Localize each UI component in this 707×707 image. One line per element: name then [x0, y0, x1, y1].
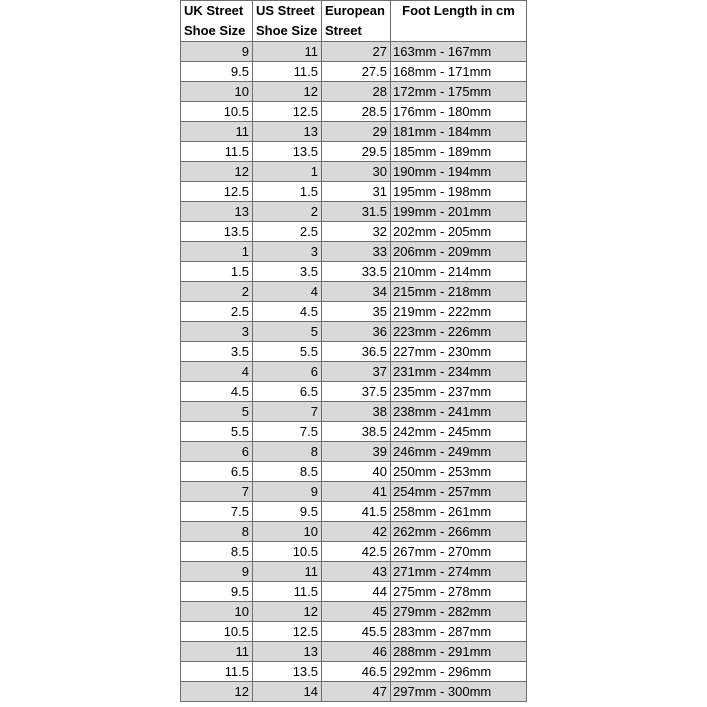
uk-size-cell: 5.5: [181, 422, 253, 442]
us-size-cell: 10: [253, 522, 322, 542]
table-row: [181, 402, 527, 422]
uk-size-cell: 9.5: [181, 62, 253, 82]
foot-length-cell: 235mm - 237mm: [391, 382, 527, 402]
table-row: [181, 582, 527, 602]
foot-length-cell: 195mm - 198mm: [391, 182, 527, 202]
european-size-cell: 38: [322, 402, 391, 422]
foot-length-cell: 271mm - 274mm: [391, 562, 527, 582]
uk-size-cell: 4.5: [181, 382, 253, 402]
us-size-cell: 4: [253, 282, 322, 302]
table-row: [181, 122, 527, 142]
table-body: [181, 42, 527, 702]
uk-size-cell: 9.5: [181, 582, 253, 602]
uk-size-cell: 11.5: [181, 662, 253, 682]
foot-length-cell: 246mm - 249mm: [391, 442, 527, 462]
header-european-size: European Street: [322, 1, 391, 42]
table-row: [181, 382, 527, 402]
table-row: [181, 362, 527, 382]
european-size-cell: 34: [322, 282, 391, 302]
foot-length-cell: 181mm - 184mm: [391, 122, 527, 142]
uk-size-cell: 11: [181, 642, 253, 662]
foot-length-cell: 279mm - 282mm: [391, 602, 527, 622]
us-size-cell: 13.5: [253, 662, 322, 682]
foot-length-cell: 199mm - 201mm: [391, 202, 527, 222]
foot-length-cell: 238mm - 241mm: [391, 402, 527, 422]
european-size-cell: 38.5: [322, 422, 391, 442]
european-size-cell: 33: [322, 242, 391, 262]
table-row: [181, 682, 527, 702]
us-size-cell: 2.5: [253, 222, 322, 242]
european-size-cell: 37.5: [322, 382, 391, 402]
us-size-cell: 11: [253, 562, 322, 582]
shoe-size-table: [180, 0, 527, 702]
foot-length-cell: 231mm - 234mm: [391, 362, 527, 382]
european-size-cell: 30: [322, 162, 391, 182]
table-row: [181, 142, 527, 162]
foot-length-cell: 163mm - 167mm: [391, 42, 527, 62]
table-row: [181, 502, 527, 522]
us-size-cell: 12.5: [253, 102, 322, 122]
uk-size-cell: 12: [181, 162, 253, 182]
european-size-cell: 46: [322, 642, 391, 662]
foot-length-cell: 250mm - 253mm: [391, 462, 527, 482]
european-size-cell: 45.5: [322, 622, 391, 642]
uk-size-cell: 5: [181, 402, 253, 422]
european-size-cell: 28.5: [322, 102, 391, 122]
table-row: [181, 82, 527, 102]
uk-size-cell: 7.5: [181, 502, 253, 522]
uk-size-cell: 10: [181, 602, 253, 622]
header-foot-length: Foot Length in cm: [391, 1, 527, 42]
us-size-cell: 1: [253, 162, 322, 182]
table-row: [181, 562, 527, 582]
european-size-cell: 36.5: [322, 342, 391, 362]
european-size-cell: 29.5: [322, 142, 391, 162]
foot-length-cell: 168mm - 171mm: [391, 62, 527, 82]
us-size-cell: 13.5: [253, 142, 322, 162]
uk-size-cell: 10: [181, 82, 253, 102]
european-size-cell: 40: [322, 462, 391, 482]
table-row: [181, 602, 527, 622]
foot-length-cell: 292mm - 296mm: [391, 662, 527, 682]
foot-length-cell: 297mm - 300mm: [391, 682, 527, 702]
us-size-cell: 7.5: [253, 422, 322, 442]
foot-length-cell: 262mm - 266mm: [391, 522, 527, 542]
uk-size-cell: 1: [181, 242, 253, 262]
uk-size-cell: 9: [181, 42, 253, 62]
european-size-cell: 31.5: [322, 202, 391, 222]
uk-size-cell: 10.5: [181, 102, 253, 122]
foot-length-cell: 219mm - 222mm: [391, 302, 527, 322]
table-row: [181, 282, 527, 302]
table-row: [181, 642, 527, 662]
uk-size-cell: 1.5: [181, 262, 253, 282]
foot-length-cell: 267mm - 270mm: [391, 542, 527, 562]
foot-length-cell: 190mm - 194mm: [391, 162, 527, 182]
uk-size-cell: 13.5: [181, 222, 253, 242]
header-us-size: US Street Shoe Size: [253, 1, 322, 42]
us-size-cell: 12: [253, 82, 322, 102]
us-size-cell: 3.5: [253, 262, 322, 282]
uk-size-cell: 8.5: [181, 542, 253, 562]
uk-size-cell: 10.5: [181, 622, 253, 642]
european-size-cell: 27: [322, 42, 391, 62]
uk-size-cell: 11: [181, 122, 253, 142]
european-size-cell: 32: [322, 222, 391, 242]
header-uk-size: UK Street Shoe Size: [181, 1, 253, 42]
table-row: [181, 322, 527, 342]
us-size-cell: 12.5: [253, 622, 322, 642]
foot-length-cell: 242mm - 245mm: [391, 422, 527, 442]
foot-length-cell: 210mm - 214mm: [391, 262, 527, 282]
table-row: [181, 462, 527, 482]
european-size-cell: 28: [322, 82, 391, 102]
table-row: [181, 442, 527, 462]
header-row: [181, 1, 527, 42]
european-size-cell: 42: [322, 522, 391, 542]
us-size-cell: 5: [253, 322, 322, 342]
table-row: [181, 182, 527, 202]
us-size-cell: 8: [253, 442, 322, 462]
uk-size-cell: 6.5: [181, 462, 253, 482]
uk-size-cell: 12: [181, 682, 253, 702]
table-row: [181, 242, 527, 262]
european-size-cell: 43: [322, 562, 391, 582]
us-size-cell: 12: [253, 602, 322, 622]
uk-size-cell: 11.5: [181, 142, 253, 162]
table-row: [181, 482, 527, 502]
table-row: [181, 262, 527, 282]
foot-length-cell: 206mm - 209mm: [391, 242, 527, 262]
us-size-cell: 9.5: [253, 502, 322, 522]
european-size-cell: 29: [322, 122, 391, 142]
european-size-cell: 31: [322, 182, 391, 202]
european-size-cell: 41.5: [322, 502, 391, 522]
foot-length-cell: 227mm - 230mm: [391, 342, 527, 362]
european-size-cell: 36: [322, 322, 391, 342]
us-size-cell: 11.5: [253, 62, 322, 82]
table-row: [181, 342, 527, 362]
foot-length-cell: 258mm - 261mm: [391, 502, 527, 522]
table-row: [181, 222, 527, 242]
us-size-cell: 13: [253, 642, 322, 662]
table-row: [181, 522, 527, 542]
uk-size-cell: 6: [181, 442, 253, 462]
table-row: [181, 542, 527, 562]
uk-size-cell: 12.5: [181, 182, 253, 202]
european-size-cell: 27.5: [322, 62, 391, 82]
table-row: [181, 202, 527, 222]
european-size-cell: 42.5: [322, 542, 391, 562]
uk-size-cell: 4: [181, 362, 253, 382]
uk-size-cell: 8: [181, 522, 253, 542]
us-size-cell: 3: [253, 242, 322, 262]
us-size-cell: 14: [253, 682, 322, 702]
table-row: [181, 62, 527, 82]
table-row: [181, 662, 527, 682]
uk-size-cell: 2: [181, 282, 253, 302]
table-row: [181, 162, 527, 182]
foot-length-cell: 185mm - 189mm: [391, 142, 527, 162]
uk-size-cell: 9: [181, 562, 253, 582]
foot-length-cell: 288mm - 291mm: [391, 642, 527, 662]
european-size-cell: 39: [322, 442, 391, 462]
uk-size-cell: 3.5: [181, 342, 253, 362]
european-size-cell: 46.5: [322, 662, 391, 682]
european-size-cell: 45: [322, 602, 391, 622]
us-size-cell: 6: [253, 362, 322, 382]
table-row: [181, 42, 527, 62]
foot-length-cell: 176mm - 180mm: [391, 102, 527, 122]
european-size-cell: 37: [322, 362, 391, 382]
uk-size-cell: 3: [181, 322, 253, 342]
us-size-cell: 1.5: [253, 182, 322, 202]
european-size-cell: 41: [322, 482, 391, 502]
european-size-cell: 33.5: [322, 262, 391, 282]
us-size-cell: 7: [253, 402, 322, 422]
uk-size-cell: 7: [181, 482, 253, 502]
foot-length-cell: 254mm - 257mm: [391, 482, 527, 502]
foot-length-cell: 275mm - 278mm: [391, 582, 527, 602]
us-size-cell: 2: [253, 202, 322, 222]
table-row: [181, 302, 527, 322]
european-size-cell: 47: [322, 682, 391, 702]
european-size-cell: 44: [322, 582, 391, 602]
uk-size-cell: 13: [181, 202, 253, 222]
us-size-cell: 13: [253, 122, 322, 142]
foot-length-cell: 202mm - 205mm: [391, 222, 527, 242]
foot-length-cell: 215mm - 218mm: [391, 282, 527, 302]
table-row: [181, 622, 527, 642]
uk-size-cell: 2.5: [181, 302, 253, 322]
foot-length-cell: 283mm - 287mm: [391, 622, 527, 642]
us-size-cell: 11: [253, 42, 322, 62]
us-size-cell: 11.5: [253, 582, 322, 602]
us-size-cell: 5.5: [253, 342, 322, 362]
foot-length-cell: 223mm - 226mm: [391, 322, 527, 342]
us-size-cell: 6.5: [253, 382, 322, 402]
us-size-cell: 10.5: [253, 542, 322, 562]
us-size-cell: 8.5: [253, 462, 322, 482]
european-size-cell: 35: [322, 302, 391, 322]
us-size-cell: 4.5: [253, 302, 322, 322]
us-size-cell: 9: [253, 482, 322, 502]
table-row: [181, 422, 527, 442]
table-row: [181, 102, 527, 122]
foot-length-cell: 172mm - 175mm: [391, 82, 527, 102]
